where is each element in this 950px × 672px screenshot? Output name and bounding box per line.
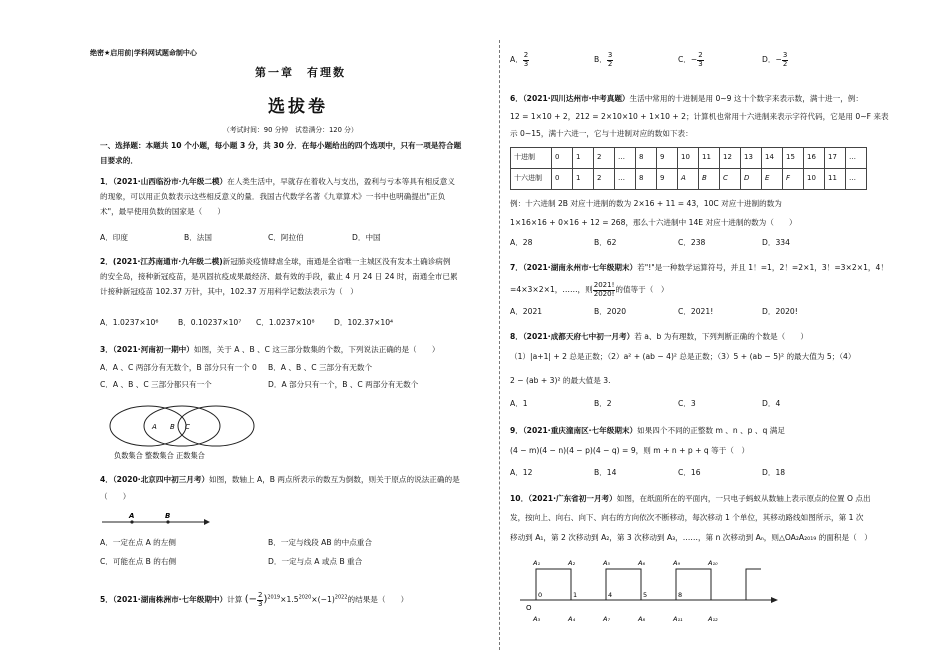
q9-option-b[interactable]: B．14	[594, 468, 617, 477]
q7-option-a[interactable]: A．2021	[510, 307, 543, 316]
q1-option-b[interactable]: B．法国	[184, 233, 212, 242]
q2-text-3: 计接种新冠疫苗 102.37 万针，其中，102.37 万用科学记数法表示为（ ）	[100, 287, 358, 296]
ant-point-label: A₂	[568, 559, 576, 567]
table-cell: …	[615, 148, 636, 169]
q1-option-c[interactable]: C．阿拉伯	[268, 233, 304, 242]
q9-option-d[interactable]: D．18	[762, 468, 786, 477]
question-2	[100, 257, 450, 267]
q3-option-c[interactable]: C．A 、B 、C 三部分都只有一个	[100, 380, 212, 389]
table-cell: 1	[573, 169, 594, 190]
origin-label: O	[526, 604, 532, 612]
ant-path-figure	[516, 555, 781, 625]
q4-text-1: 如图，数轴上 A，B 两点所表示的数互为倒数，则关于原点的说法正确的是	[209, 475, 460, 484]
q8-option-c[interactable]: C．3	[678, 399, 696, 408]
q10-text-2: 发，按向上、向右、向下、向右的方向依次不断移动，每次移动 1 个单位，其移动路线如图所示，第 1 次	[510, 513, 864, 522]
point-b-label: B	[165, 512, 171, 520]
confidential-mark: 绝密★启用前|学科网试题命制中心	[90, 49, 197, 57]
venn-diagram	[106, 402, 256, 464]
column-divider	[499, 40, 500, 650]
venn-label-b: B	[170, 423, 175, 431]
q5-mid: ×1.5	[280, 595, 299, 605]
table-cell: …	[846, 148, 867, 169]
q10-text-1: 如图，在纸面所在的平面内，一只电子蚂蚁从数轴上表示原点的位置 O 点出	[616, 494, 871, 503]
table-cell: 15	[783, 148, 804, 169]
venn-caption: 负数集合 整数集合 正数集合	[114, 451, 205, 460]
table-cell: …	[846, 169, 867, 190]
q8-text-2: （1）|a+1| + 2 总是正数；（2）a² + (ab − 4)² 总是正数；（3）5 + (ab − 5)² 的最大值为 5；（4）	[510, 352, 856, 361]
q2-option-a[interactable]: A．1.0237×10⁶	[100, 318, 159, 327]
table-cell: 17	[825, 148, 846, 169]
ant-point-label: A₉	[673, 559, 681, 567]
question-7	[510, 263, 888, 273]
q5-exp2: 2020	[298, 594, 312, 601]
point-a-label: A	[129, 512, 135, 520]
table-cell: 11	[825, 169, 846, 190]
ant-point-label: A₆	[638, 559, 646, 567]
q4-source: 4．（2020·北京四中初三月考）	[100, 475, 210, 484]
q10-source: 10．（2021·广东省初一月考）	[510, 494, 617, 503]
q2-text-2: 的安全岛，接种新冠疫苗，是巩固抗疫成果最经济、最有效的手段，截止 4 月 24 日 24 时，南通全市已累	[100, 272, 458, 281]
q6-option-b[interactable]: B．62	[594, 238, 617, 247]
table-cell: 2	[594, 169, 615, 190]
q6-option-d[interactable]: D．334	[762, 238, 790, 247]
table-cell: 9	[657, 148, 678, 169]
axis-tick-label: 0	[538, 591, 543, 599]
q5-option-b[interactable]: B． $\frac{3}{2}$	[594, 51, 613, 68]
q6-text-4: 例：十六进制 2B 对应十进制的数为 2×16 + 11 = 43，10C 对应十进制的数为	[510, 199, 782, 208]
question-4	[100, 475, 460, 485]
chapter-title: 第一章 有理数	[255, 66, 346, 79]
q3-option-a[interactable]: A．A 、C 两部分有无数个，B 部分只有一个 0	[100, 363, 257, 372]
table-cell: 0	[552, 169, 573, 190]
q5-base-fraction: $\frac{2}{3}$	[258, 591, 263, 608]
table-row	[511, 169, 867, 190]
table-cell: 10	[804, 169, 825, 190]
q1-option-d[interactable]: D．中国	[352, 233, 381, 242]
table-cell: …	[615, 169, 636, 190]
q8-option-a[interactable]: A．1	[510, 399, 528, 408]
ant-point-label: A₅	[603, 559, 611, 567]
q7-option-b[interactable]: B．2020	[594, 307, 627, 316]
table-cell: 12	[720, 148, 741, 169]
q1-text-3: 术"，最早使用负数的国家是（ ）	[100, 207, 225, 216]
q5-pre: 计算	[227, 595, 243, 605]
q2-text-1: 新冠肺炎疫情肆虐全球，南通是全省唯一主城区没有发本土确诊病例	[222, 257, 451, 266]
q6-option-a[interactable]: A．28	[510, 238, 533, 247]
q6-text-5: 1×16×16 + 0×16 + 12 = 268，那么十六进制中 14E 对应十进制的数为（ ）	[510, 218, 797, 227]
section1-instructions: 一、选择题：本题共 10 个小题，每小题 3 分，共 30 分．在每小题给出的四个选项中，只有一项是符合题	[100, 141, 462, 150]
ant-point-label: A₃	[533, 615, 541, 623]
q4-option-b[interactable]: B．一定与线段 AB 的中点重合	[268, 538, 372, 547]
q1-text-1: 在人类生活中，早就存在着收入与支出，盈利与亏本等具有相反意义	[227, 177, 455, 186]
q9-option-a[interactable]: A．12	[510, 468, 533, 477]
hex-table	[510, 147, 867, 190]
table-cell: 1	[573, 148, 594, 169]
table-cell: B	[699, 169, 720, 190]
table-cell: D	[741, 169, 762, 190]
table-cell: 14	[762, 148, 783, 169]
q3-text-1: 如图，关于 A 、B 、C 这三部分数集的个数，下列说法正确的是（ ）	[193, 345, 440, 354]
q3-option-b[interactable]: B．A 、B 、C 三部分有无数个	[268, 363, 373, 372]
q5-option-d[interactable]: D．− $\frac{3}{2}$	[762, 51, 788, 68]
q8-option-d[interactable]: D．4	[762, 399, 781, 408]
question-6	[510, 94, 863, 104]
q4-text-2: （ ）	[100, 492, 131, 501]
q1-option-a[interactable]: A．印度	[100, 233, 128, 242]
q9-text-2: (4 − m)(4 − n)(4 − p)(4 − q) = 9，则 m + n + p + q 等于（ ）	[510, 446, 750, 455]
q10-text-3: 移动到 A₁，第 2 次移动到 A₂，第 3 次移动到 A₃，……，第 n 次移动到 Aₙ，则△OA₂A₂₀₁₉ 的面积是（ ）	[510, 533, 872, 542]
q9-option-c[interactable]: C．16	[678, 468, 701, 477]
q8-text-3: 2 − (ab + 3)² 的最大值是 3.	[510, 376, 611, 385]
question-9	[510, 426, 785, 436]
question-1	[100, 177, 455, 187]
q3-source: 3．（2021·河南初一期中）	[100, 345, 194, 354]
table-cell: 9	[657, 169, 678, 190]
q7-source: 7．（2021·湖南永州市·七年级期末）	[510, 263, 638, 272]
ant-point-label: A₁₀	[708, 559, 718, 567]
q7-text-2: =4×3×2×1，……，则 $\frac{2021!}{2020!}$ 的值等于（ ）	[510, 281, 669, 298]
q4-option-d[interactable]: D．一定与点 A 或点 B 重合	[268, 557, 363, 566]
q4-option-c[interactable]: C．可能在点 B 的右侧	[100, 557, 177, 566]
section1-instructions-2: 目要求的．	[100, 156, 138, 165]
table-cell: F	[783, 169, 804, 190]
question-5: 5．（2021·湖南株洲市·七年级期中）计算 (− $\frac{2}{3}$ )$^{2019}\times 1.5^{2020}\times(-1)^{2022}$的结果是（ ）	[100, 591, 409, 608]
q5-option-c[interactable]: C．− $\frac{2}{3}$	[678, 51, 703, 68]
q6-option-c[interactable]: C．238	[678, 238, 706, 247]
q8-text-1: 若 a、b 为有理数，下列判断正确的个数是（ ）	[634, 332, 809, 341]
q9-source: 9．（2021·重庆潼南区·七年级期末）	[510, 426, 638, 435]
axis-tick-label: 4	[608, 591, 613, 599]
venn-label-a: A	[152, 423, 157, 431]
q5-exp3: 2022	[334, 594, 348, 601]
q1-source: 1．（2021·山西临汾市·九年级二模）	[100, 177, 228, 186]
table-row	[511, 148, 867, 169]
ant-point-label: A₁	[533, 559, 541, 567]
q5-post: 的结果是（ ）	[347, 595, 409, 605]
table-header-cell: 十六进制	[511, 169, 552, 190]
q2-option-b[interactable]: B．0.10237×10⁷	[178, 318, 242, 327]
table-cell: 2	[594, 148, 615, 169]
ant-point-label: A₄	[568, 615, 576, 623]
q6-source: 6．（2021·四川达州市·中考真题）	[510, 94, 630, 103]
left-column	[90, 0, 490, 672]
q3-option-d[interactable]: D．A 部分只有一个，B 、C 两部分有无数个	[268, 380, 419, 389]
q4-option-a[interactable]: A．一定在点 A 的左侧	[100, 538, 176, 547]
table-cell: 10	[678, 148, 699, 169]
question-3	[100, 345, 439, 355]
q1-text-2: 的现象，可以用正负数表示这些相反意义的量．我国古代数学名著《九章算术》一书中也明确提出"正负	[100, 192, 446, 201]
exam-info: （考试时间：90 分钟 试卷满分：120 分）	[223, 126, 358, 134]
table-cell: 16	[804, 148, 825, 169]
axis-tick-label: 5	[643, 591, 648, 599]
q6-text-2: 12 = 1×10 + 2，212 = 2×10×10 + 1×10 + 2；计算机也常用十六进制来表示字符代码，它是用 0~F 来表	[510, 112, 889, 121]
q5-option-a[interactable]: A． $\frac{2}{3}$	[510, 51, 529, 68]
table-cell: A	[678, 169, 699, 190]
ant-point-label: A₁₂	[708, 615, 718, 623]
q7-fraction: $\frac{2021!}{2020!}$	[593, 281, 615, 298]
q5-source: 5．（2021·湖南株洲市·七年级期中）	[100, 595, 228, 605]
table-cell: 13	[741, 148, 762, 169]
table-cell: 0	[552, 148, 573, 169]
question-8	[510, 332, 808, 342]
number-line	[100, 510, 210, 528]
q2-option-c[interactable]: C．1.0237×10⁸	[256, 318, 315, 327]
ant-point-label: A₈	[638, 615, 646, 623]
ant-point-label: A₇	[603, 615, 611, 623]
q5-mid2: ×(−1)	[311, 595, 335, 605]
q7-text-1: 若"!"是一种数学运算符号，并且 1！=1，2！=2×1，3！=3×2×1，4！	[637, 263, 888, 272]
q8-source: 8．（2021·成都天府七中初一月考）	[510, 332, 635, 341]
q5-exp1: 2019	[267, 594, 281, 601]
q6-text-1: 生活中常用的十进制是用 0~9 这十个数字来表示数，满十进一，例：	[629, 94, 863, 103]
table-cell: 11	[699, 148, 720, 169]
q6-text-3: 示 0~15，满十六进一，它与十进制对应的数如下表：	[510, 129, 693, 138]
q8-option-b[interactable]: B．2	[594, 399, 612, 408]
table-cell: 8	[636, 169, 657, 190]
right-column	[510, 0, 910, 672]
exam-title: 选拔卷	[268, 97, 328, 117]
table-cell: E	[762, 169, 783, 190]
q9-text-1: 如果四个不同的正整数 m 、n 、p 、q 满足	[637, 426, 785, 435]
table-cell: 8	[636, 148, 657, 169]
ant-point-label: A₁₁	[673, 615, 683, 623]
q7-option-d[interactable]: D．2020!	[762, 307, 798, 316]
venn-label-c: C	[185, 423, 190, 431]
axis-tick-label: 1	[573, 591, 578, 599]
q2-option-d[interactable]: D．102.37×10⁴	[334, 318, 394, 327]
table-cell: C	[720, 169, 741, 190]
axis-tick-label: 8	[678, 591, 683, 599]
q2-source: 2．(2021·江苏南通市·九年级二模)	[100, 257, 223, 266]
table-header-cell: 十进制	[511, 148, 552, 169]
question-10	[510, 494, 871, 504]
q7-option-c[interactable]: C．2021!	[678, 307, 714, 316]
